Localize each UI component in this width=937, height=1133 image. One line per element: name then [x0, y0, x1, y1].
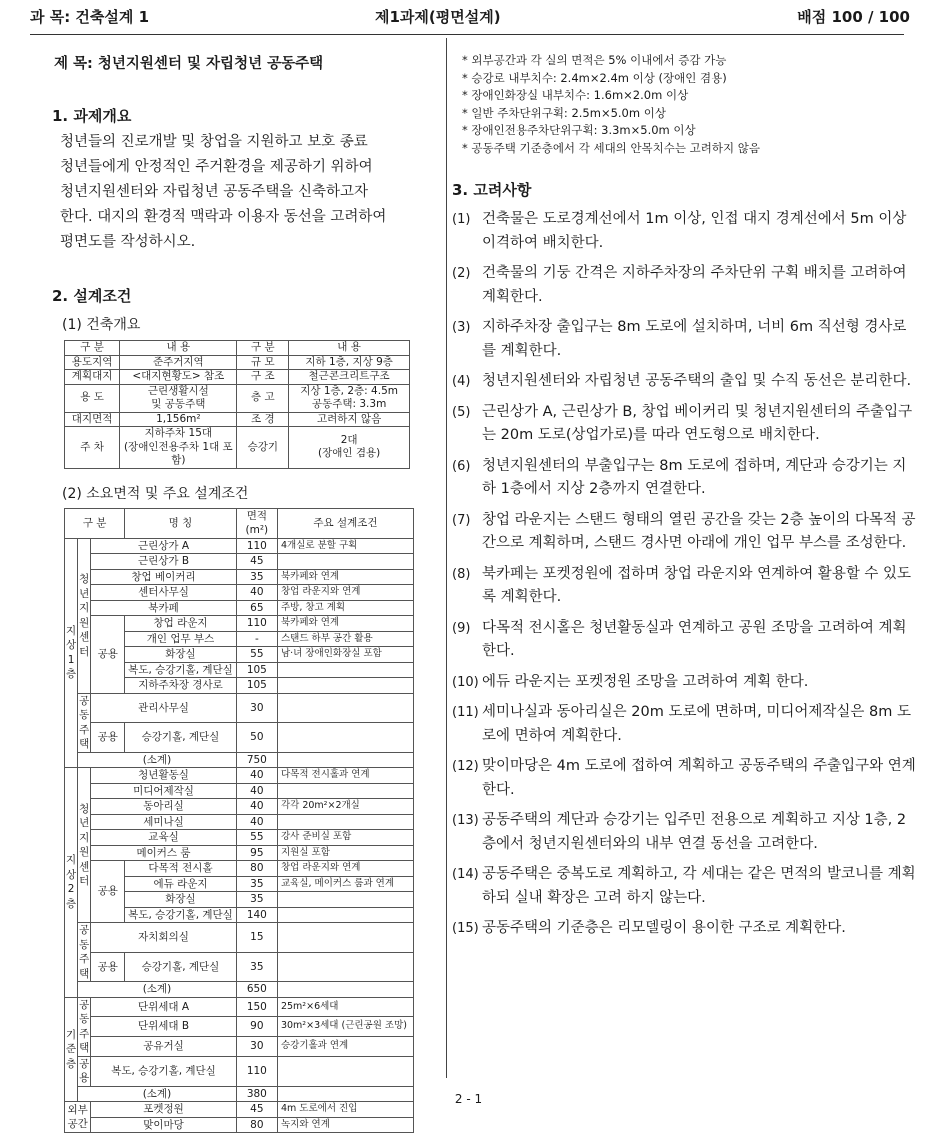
table-cell: 메이커스 룸	[91, 845, 236, 861]
consideration-number: (13)	[452, 809, 479, 833]
table-cell: 북카페와 연계	[277, 616, 413, 632]
consideration-text: 공동주택은 중복도로 계획하고, 각 세대는 같은 면적의 발코니를 계획하되 실내 확장은 고려 하지 않는다.	[482, 866, 916, 906]
table-cell: 세미나실	[91, 814, 236, 830]
right-column	[452, 52, 920, 948]
table-cell: 다목적 전시홀과 연계	[277, 768, 413, 784]
table-cell	[277, 554, 413, 570]
consideration-item	[452, 262, 920, 309]
table-cell: 포켓정원	[91, 1102, 236, 1118]
table-cell: 지원실 포함	[277, 845, 413, 861]
consideration-item	[452, 755, 920, 802]
page-header	[30, 4, 910, 30]
consideration-text: 공동주택의 기준층은 리모델링이 용이한 구조로 계획한다.	[482, 920, 846, 936]
table-cell: 90	[236, 1017, 277, 1037]
table-cell: 창업 베이커리	[91, 569, 236, 585]
group-label: 공용	[91, 616, 125, 694]
table-cell: 동아리실	[91, 799, 236, 815]
table-cell: 철근콘크리트구조	[289, 370, 410, 385]
table-row	[65, 384, 410, 412]
table-cell: 110	[236, 616, 277, 632]
table-cell: 40	[236, 814, 277, 830]
note-item: * 승강로 내부치수: 2.4m×2.4m 이상 (장애인 겸용)	[462, 70, 920, 88]
consideration-number: (6)	[452, 455, 470, 479]
consideration-number: (9)	[452, 617, 470, 641]
table-cell	[277, 952, 413, 982]
table-cell: 35	[236, 876, 277, 892]
consideration-text: 지하주차장 출입구는 8m 도로에 설치하며, 너비 6m 직선형 경사로를 계획한다.	[482, 319, 906, 359]
building-overview-subheading: (1) 건축개요	[62, 314, 437, 334]
group-label: 공동 주택	[78, 997, 91, 1056]
table-cell: 북카페와 연계	[277, 569, 413, 585]
table-cell: 35	[236, 892, 277, 908]
table-cell: 40	[236, 783, 277, 799]
overview-line: 한다. 대지의 환경적 맥락과 이용자 동선을 고려하여	[60, 205, 437, 230]
note-item: * 외부공간과 각 실의 면적은 5% 이내에서 증감 가능	[462, 52, 920, 70]
table-cell: 40	[236, 585, 277, 601]
table-cell: 조 경	[237, 412, 289, 427]
consideration-number: (14)	[452, 863, 479, 887]
consideration-text: 건축물은 도로경계선에서 1m 이상, 인접 대지 경계선에서 5m 이상 이격하여 배치한다.	[482, 211, 906, 251]
considerations-heading: 3. 고려사항	[452, 179, 920, 200]
note-item: * 장애인전용주차단위구획: 3.3m×5.0m 이상	[462, 122, 920, 140]
table-cell: 층 고	[237, 384, 289, 412]
table-row	[65, 600, 414, 616]
table-row	[65, 693, 414, 723]
table-cell	[277, 662, 413, 678]
consideration-number: (12)	[452, 755, 479, 779]
table-cell: 복도, 승강기홀, 계단실	[91, 1056, 236, 1086]
overview-line: 평면도를 작성하시오.	[60, 230, 437, 255]
table-cell: 녹지와 연계	[277, 1117, 413, 1133]
consideration-text: 다목적 전시홀은 청년활동실과 연계하고 공원 조망을 고려하여 계획한다.	[482, 620, 906, 660]
table-cell: 35	[236, 952, 277, 982]
table-cell: 맞이마당	[91, 1117, 236, 1133]
table-cell: 4m 도로에서 진입	[277, 1102, 413, 1118]
table-cell: 50	[236, 723, 277, 753]
column-divider	[446, 38, 447, 1078]
table-row	[65, 427, 410, 469]
table-cell: 각각 20m²×2개실	[277, 799, 413, 815]
consideration-number: (15)	[452, 917, 479, 941]
table-row	[65, 412, 410, 427]
table-cell	[277, 907, 413, 923]
table-cell: 80	[236, 861, 277, 877]
table-cell: 주 차	[65, 427, 120, 469]
consideration-item	[452, 509, 920, 556]
table-cell: 승강기홀, 계단실	[125, 723, 236, 753]
table-cell: 근린상가 A	[91, 538, 236, 554]
table-cell: 45	[236, 554, 277, 570]
table-cell: 주방, 창고 계획	[277, 600, 413, 616]
table-row	[65, 799, 414, 815]
table-cell: 승강기	[237, 427, 289, 469]
table-cell: 지하주차장 경사로	[125, 678, 236, 694]
table-cell: 150	[236, 997, 277, 1017]
overview-line: 청년들에게 안정적인 주거환경을 제공하기 위하여	[60, 155, 437, 180]
table-cell: 750	[236, 752, 277, 768]
table-cell: 지하 1층, 지상 9층	[289, 355, 410, 370]
left-column	[52, 52, 437, 1133]
consideration-number: (11)	[452, 701, 479, 725]
table-cell: 관리사무실	[91, 693, 236, 723]
consideration-item	[452, 917, 920, 941]
consideration-number: (10)	[452, 671, 479, 695]
table-cell	[277, 678, 413, 694]
table-cell: 창업 라운지	[125, 616, 236, 632]
header-cell: 구 분	[237, 341, 289, 356]
group-label: 공동 주택	[78, 693, 91, 752]
table-cell	[277, 982, 413, 998]
table-cell: 창업 라운지와 연계	[277, 861, 413, 877]
table-cell: 복도, 승강기홀, 계단실	[125, 662, 236, 678]
table-cell: 화장실	[125, 892, 236, 908]
consideration-item	[452, 401, 920, 448]
table-cell: 650	[236, 982, 277, 998]
table-cell: 4개실로 분할 구획	[277, 538, 413, 554]
consideration-item	[452, 455, 920, 502]
consideration-text: 청년지원센터의 부출입구는 8m 도로에 접하며, 계단과 승강기는 지하 1층에서 지상 2층까지 연결한다.	[482, 458, 906, 498]
table-cell: 교육실, 메이커스 룸과 연계	[277, 876, 413, 892]
table-cell: 105	[236, 662, 277, 678]
page-number: 2 - 1	[0, 1092, 937, 1106]
table-row	[65, 554, 414, 570]
table-cell: 승강기홀과 연계	[277, 1036, 413, 1056]
building-overview-table	[64, 340, 410, 469]
table-cell	[277, 723, 413, 753]
table-cell: 고려하지 않음	[289, 412, 410, 427]
area-subheading: (2) 소요면적 및 주요 설계조건	[62, 483, 437, 503]
table-cell: (소계)	[78, 1086, 237, 1102]
header-cell: 내 용	[120, 341, 237, 356]
consideration-number: (1)	[452, 208, 470, 232]
floor-label: 지 상 2 층	[65, 768, 78, 998]
table-cell: (소계)	[78, 982, 237, 998]
note-item: * 일반 주차단위구획: 2.5m×5.0m 이상	[462, 105, 920, 123]
consideration-item	[452, 671, 920, 695]
table-cell: 미디어제작실	[91, 783, 236, 799]
header-cell: 구 분	[65, 508, 125, 538]
table-row	[65, 538, 414, 554]
table-header-row	[65, 341, 410, 356]
table-cell: 65	[236, 600, 277, 616]
table-row	[65, 569, 414, 585]
consideration-text: 건축물의 기둥 간격은 지하주차장의 주차단위 구획 배치를 고려하여 계획한다.	[482, 265, 906, 305]
table-cell: 강사 준비실 포함	[277, 830, 413, 846]
table-cell: 110	[236, 1056, 277, 1086]
table-cell: 30	[236, 1036, 277, 1056]
table-cell	[277, 1056, 413, 1086]
table-row	[65, 1056, 414, 1086]
table-cell: 구 조	[237, 370, 289, 385]
table-row	[65, 845, 414, 861]
table-cell: 110	[236, 538, 277, 554]
table-cell: 화장실	[125, 647, 236, 663]
consideration-text: 청년지원센터와 자립청년 공동주택의 출입 및 수직 동선은 분리한다.	[482, 373, 911, 389]
floor-label: 외부 공간	[65, 1102, 91, 1133]
table-cell: 30	[236, 693, 277, 723]
table-cell: <대지현황도> 참조	[120, 370, 237, 385]
header-cell: 면적(m²)	[236, 508, 277, 538]
consideration-number: (8)	[452, 563, 470, 587]
table-cell: 45	[236, 1102, 277, 1118]
table-cell: 용도지역	[65, 355, 120, 370]
table-cell: 대지면적	[65, 412, 120, 427]
table-cell: 95	[236, 845, 277, 861]
group-label: 청년 지원 센터	[78, 768, 91, 923]
table-cell: 청년활동실	[91, 768, 236, 784]
table-cell: 용 도	[65, 384, 120, 412]
table-cell: 근린생활시설 및 공동주택	[120, 384, 237, 412]
table-cell: 1,156m²	[120, 412, 237, 427]
consideration-item	[452, 563, 920, 610]
table-cell	[277, 783, 413, 799]
consideration-text: 공동주택의 계단과 승강기는 입주민 전용으로 계획하고 지상 1층, 2층에서 청년지원센터와의 내부 연결 동선을 고려한다.	[482, 812, 906, 852]
table-row	[65, 997, 414, 1017]
table-cell: 380	[236, 1086, 277, 1102]
subtotal-row	[65, 752, 414, 768]
table-cell: 2대 (장애인 겸용)	[289, 427, 410, 469]
consideration-number: (2)	[452, 262, 470, 286]
table-cell: 근린상가 B	[91, 554, 236, 570]
table-cell: 승강기홀, 계단실	[125, 952, 236, 982]
consideration-number: (3)	[452, 316, 470, 340]
consideration-item	[452, 617, 920, 664]
table-cell: 105	[236, 678, 277, 694]
table-row	[65, 370, 410, 385]
note-item: * 공동주택 기준층에서 각 세대의 안목치수는 고려하지 않음	[462, 140, 920, 158]
table-cell: 복도, 승강기홀, 계단실	[125, 907, 236, 923]
overview-line: 청년들의 진로개발 및 창업을 지원하고 보호 종료	[60, 130, 437, 155]
table-cell: 창업 라운지와 연계	[277, 585, 413, 601]
table-row	[65, 355, 410, 370]
table-cell	[277, 923, 413, 953]
score-label: 배점 100 / 100	[797, 6, 910, 27]
floor-label: 기 준 층	[65, 997, 78, 1102]
table-cell: 계획대지	[65, 370, 120, 385]
table-cell: 준주거지역	[120, 355, 237, 370]
consideration-text: 세미나실과 동아리실은 20m 도로에 면하며, 미디어제작실은 8m 도로에 면하여 계획한다.	[482, 704, 911, 744]
table-cell: 80	[236, 1117, 277, 1133]
overview-line: 청년지원센터와 자립청년 공동주택을 신축하고자	[60, 180, 437, 205]
table-row	[65, 1117, 414, 1133]
table-cell: 40	[236, 768, 277, 784]
subject-label: 과 목: 건축설계 1	[30, 6, 149, 27]
table-cell: 지하주차 15대 (장애인전용주차 1대 포함)	[120, 427, 237, 469]
header-cell: 명 칭	[125, 508, 236, 538]
consideration-text: 맞이마당은 4m 도로에 접하여 계획하고 공동주택의 주출입구와 연계한다.	[482, 758, 916, 798]
note-item: * 장애인화장실 내부치수: 1.6m×2.0m 이상	[462, 87, 920, 105]
table-row	[65, 1017, 414, 1037]
table-cell: 공유거실	[91, 1036, 236, 1056]
table-cell: 30m²×3세대 (근린공원 조망)	[277, 1017, 413, 1037]
table-cell: 지상 1층, 2층: 4.5m 공동주택: 3.3m	[289, 384, 410, 412]
consideration-item	[452, 809, 920, 856]
table-row	[65, 723, 414, 753]
consideration-number: (4)	[452, 370, 470, 394]
header-cell: 내 용	[289, 341, 410, 356]
table-row	[65, 952, 414, 982]
table-row	[65, 768, 414, 784]
table-cell: 55	[236, 830, 277, 846]
consideration-text: 근린상가 A, 근린상가 B, 창업 베이커리 및 청년지원센터의 주출입구는 20m 도로(상업가로)를 따라 연도형으로 배치한다.	[482, 404, 912, 444]
table-cell: 규 모	[237, 355, 289, 370]
table-cell: 남·녀 장애인화장실 포함	[277, 647, 413, 663]
table-cell: 북카페	[91, 600, 236, 616]
considerations-list	[452, 208, 920, 941]
conditions-heading: 2. 설계조건	[52, 285, 437, 306]
table-cell: 다목적 전시홀	[125, 861, 236, 877]
assignment-label: 제1과제(평면설계)	[375, 6, 501, 27]
table-cell: -	[236, 631, 277, 647]
consideration-item	[452, 863, 920, 910]
group-label: 공용	[78, 1056, 91, 1086]
overview-heading: 1. 과제개요	[52, 105, 437, 126]
header-rule	[30, 34, 904, 35]
floor-label: 지 상 1 층	[65, 538, 78, 768]
group-label: 청년 지원 센터	[78, 538, 91, 693]
group-label: 공용	[91, 861, 125, 923]
table-row	[65, 783, 414, 799]
table-cell: 140	[236, 907, 277, 923]
consideration-text: 북카페는 포켓정원에 접하며 창업 라운지와 연계하여 활용할 수 있도록 계획한다.	[482, 566, 911, 606]
table-cell: 15	[236, 923, 277, 953]
table-cell	[277, 693, 413, 723]
consideration-item	[452, 370, 920, 394]
table-cell: 자치회의실	[91, 923, 236, 953]
table-cell: 스탠드 하부 공간 활용	[277, 631, 413, 647]
consideration-number: (7)	[452, 509, 470, 533]
consideration-number: (5)	[452, 401, 470, 425]
table-cell: 55	[236, 647, 277, 663]
table-cell: 25m²×6세대	[277, 997, 413, 1017]
consideration-text: 창업 라운지는 스탠드 형태의 열린 공간을 갖는 2층 높이의 다목적 공간으로 계획하며, 스탠드 경사면 아래에 개인 업무 부스를 조성한다.	[482, 512, 916, 552]
table-row	[65, 814, 414, 830]
header-cell: 주요 설계조건	[277, 508, 413, 538]
consideration-item	[452, 701, 920, 748]
group-label: 공용	[91, 723, 125, 753]
overview-text	[52, 130, 437, 255]
header-cell: 구 분	[65, 341, 120, 356]
table-cell	[277, 892, 413, 908]
group-label: 공동 주택	[78, 923, 91, 982]
group-label: 공용	[91, 952, 125, 982]
table-cell: 개인 업무 부스	[125, 631, 236, 647]
table-row	[65, 585, 414, 601]
page-title: 제 목: 청년지원센터 및 자립청년 공동주택	[54, 52, 437, 73]
subtotal-row	[65, 982, 414, 998]
table-cell	[277, 814, 413, 830]
area-table	[64, 508, 414, 1133]
table-cell: 35	[236, 569, 277, 585]
table-row	[65, 1036, 414, 1056]
consideration-item	[452, 316, 920, 363]
table-row	[65, 923, 414, 953]
table-cell: 센터사무실	[91, 585, 236, 601]
consideration-text: 에듀 라운지는 포켓정원 조망을 고려하여 계획 한다.	[482, 674, 808, 690]
table-cell: 교육실	[91, 830, 236, 846]
table-cell: 에듀 라운지	[125, 876, 236, 892]
table-cell	[277, 752, 413, 768]
table-row	[65, 616, 414, 632]
notes-list	[452, 52, 920, 157]
table-cell: 단위세대 A	[91, 997, 236, 1017]
table-cell: 40	[236, 799, 277, 815]
table-header-row	[65, 508, 414, 538]
table-row	[65, 861, 414, 877]
table-cell: (소계)	[78, 752, 237, 768]
table-row	[65, 830, 414, 846]
table-cell: 단위세대 B	[91, 1017, 236, 1037]
consideration-item	[452, 208, 920, 255]
